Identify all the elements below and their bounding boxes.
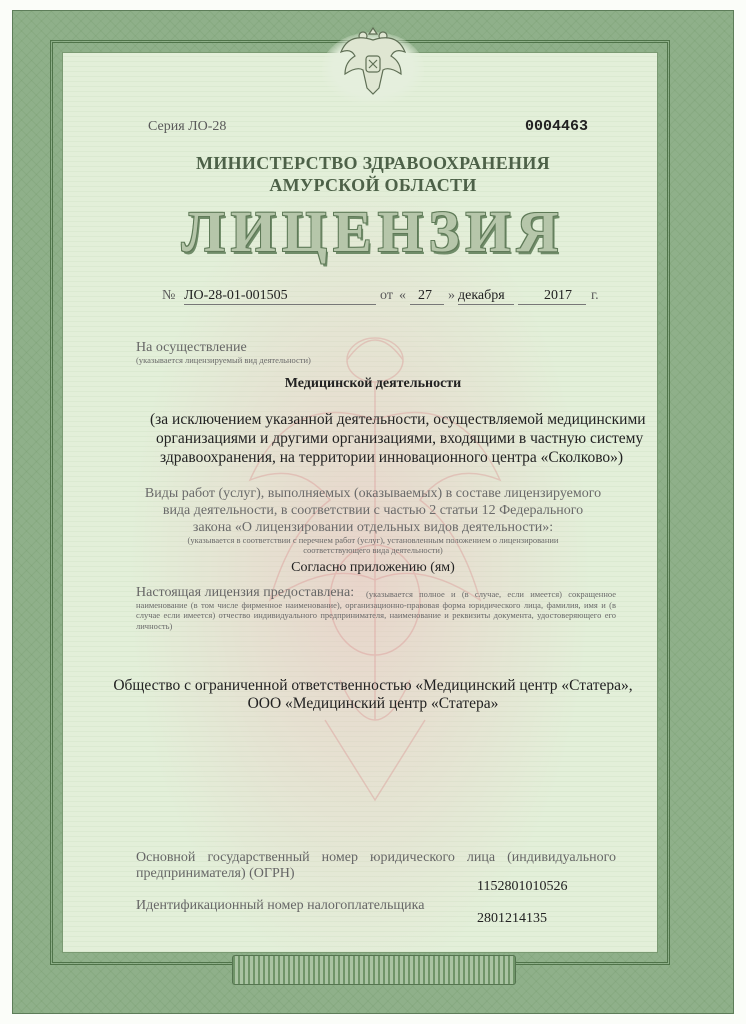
coat-of-arms-icon — [337, 22, 409, 98]
license-number: ЛО-28-01-001505 — [184, 288, 288, 303]
activity-name: Медицинской деятельности — [284, 376, 462, 391]
license-title: ЛИЦЕНЗИЯ — [181, 199, 565, 264]
works-hint: соответствующего вида деятельности) — [303, 545, 443, 555]
number-prefix: № — [162, 288, 176, 303]
exclusion-line: организациями и другими организациями, входящими в частную систему — [156, 430, 644, 447]
issue-month: декабря — [458, 288, 505, 303]
holder-name-full: Общество с ограниченной ответственностью «Медицинский центр «Статера», — [113, 677, 633, 694]
ogrn-label: предпринимателя) (ОГРН) — [136, 866, 295, 881]
form-number: 0004463 — [525, 118, 589, 135]
exclusion-line: здравоохранения, на территории инновационного центра «Сколково») — [160, 449, 624, 466]
inn-label: Идентификационный номер налогоплательщика — [136, 898, 425, 913]
exclusion-line: (за исключением указанной деятельности, осуществляемой медицинскими — [150, 411, 646, 428]
open-quote: « — [399, 288, 406, 303]
activity-label: На осуществление — [136, 340, 247, 355]
works-hint: (указывается в соответствии с перечнем работ (услуг), установленным положением о лицензировании — [187, 535, 559, 545]
holder-name-short: ООО «Медицинский центр «Статера» — [247, 695, 499, 712]
issue-day: 27 — [418, 288, 432, 303]
ogrn-label: Основной государственный номер юридического лица (индивидуального — [136, 850, 616, 865]
holder-hint: (указывается полное и (в случае, если имеется) сокращенное наименование (в том числе фирменное наименование), организационно-правовая форма юридического лица, фамилия, имя и (в случае если имеется) отчество индивидуального предпринимателя, наименование и реквизиты документа, удостоверяющего его личность) — [136, 589, 616, 631]
issue-year: 2017 — [544, 288, 572, 303]
month-underline — [458, 304, 514, 305]
works-line: вида деятельности, в соответствии с частью 2 статьи 12 Федерального — [162, 503, 584, 518]
activity-hint: (указывается лицензируемый вид деятельности) — [136, 355, 311, 365]
works-value: Согласно приложению (ям) — [291, 560, 455, 575]
year-underline — [518, 304, 586, 305]
works-line: Виды работ (услуг), выполняемых (оказываемых) в составе лицензируемого — [144, 486, 602, 501]
close-quote: » — [448, 288, 455, 303]
year-suffix: г. — [591, 288, 599, 303]
ogrn-value: 1152801010526 — [477, 879, 568, 894]
series-label: Серия ЛО-28 — [148, 119, 227, 134]
inn-value: 2801214135 — [477, 911, 547, 926]
number-underline — [184, 304, 376, 305]
holder-label: Настоящая лицензия предоставлена: — [136, 585, 355, 600]
ornament-panel — [232, 955, 516, 985]
ministry-name: МИНИСТЕРСТВО ЗДРАВООХРАНЕНИЯ — [196, 153, 550, 173]
from-label: от — [380, 288, 393, 303]
works-line: закона «О лицензировании отдельных видов деятельности»: — [192, 520, 554, 535]
ministry-region: АМУРСКОЙ ОБЛАСТИ — [269, 175, 477, 195]
day-underline — [410, 304, 444, 305]
